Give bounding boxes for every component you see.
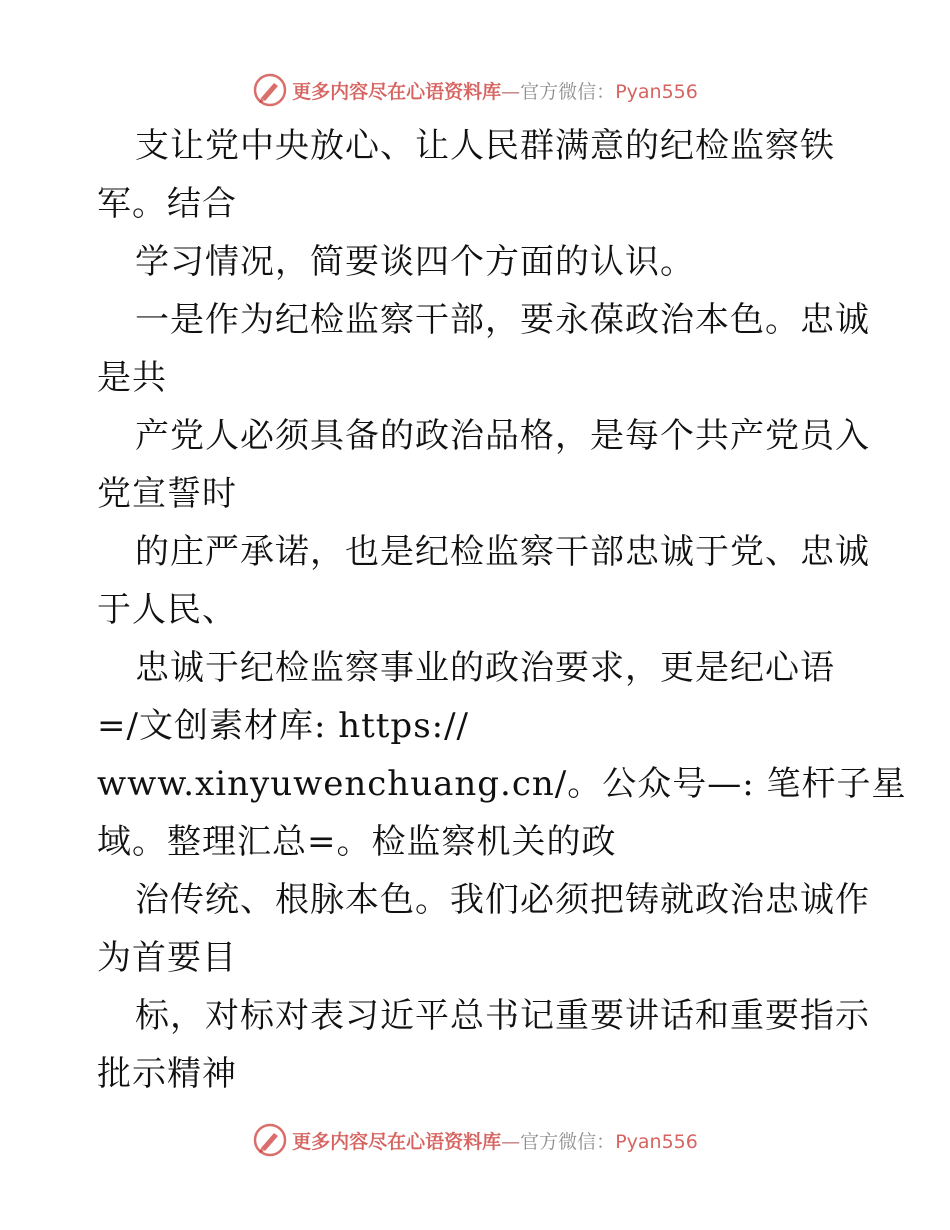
banner-wechat-label: 官方微信： bbox=[520, 80, 616, 103]
text-line: 于人民、 bbox=[97, 590, 237, 630]
text-line: 产党人必须具备的政治品格，是每个共产党员入 bbox=[135, 416, 870, 456]
banner-wechat-id: Pyan556 bbox=[615, 80, 698, 103]
banner-dash: — bbox=[501, 80, 521, 103]
banner-wechat-label: 官方微信： bbox=[520, 1130, 616, 1153]
text-line: 批示精神 bbox=[97, 1054, 237, 1094]
text-line: 支让党中央放心、让人民群满意的纪检监察铁 bbox=[135, 126, 835, 166]
banner-wechat-id: Pyan556 bbox=[615, 1130, 698, 1153]
text-line: =/文创素材库: https:// bbox=[97, 706, 470, 746]
pen-logo-icon bbox=[252, 1122, 288, 1158]
pen-logo-icon bbox=[252, 72, 288, 108]
text-line: 党宣誓时 bbox=[97, 474, 237, 514]
header-watermark-banner bbox=[0, 70, 950, 110]
text-line: 忠诚于纪检监察事业的政治要求，更是纪心语 bbox=[135, 648, 835, 688]
text-line: 为首要目 bbox=[97, 938, 237, 978]
text-line: 的庄严承诺，也是纪检监察干部忠诚于党、忠诚 bbox=[135, 532, 870, 572]
text-line: 一是作为纪检监察干部，要永葆政治本色。忠诚 bbox=[135, 300, 870, 340]
text-line: www.xinyuwenchuang.cn/。公众号—: 笔杆子星 bbox=[97, 764, 907, 804]
text-line: 军。结合 bbox=[97, 184, 237, 224]
text-line: 治传统、根脉本色。我们必须把铸就政治忠诚作 bbox=[135, 880, 870, 920]
text-line: 标，对标对表习近平总书记重要讲话和重要指示 bbox=[135, 996, 870, 1036]
banner-main-text: 更多内容尽在心语资料库 bbox=[292, 1130, 502, 1153]
footer-watermark-banner bbox=[0, 1120, 950, 1160]
text-line: 学习情况，简要谈四个方面的认识。 bbox=[135, 242, 695, 282]
text-line: 域。整理汇总=。检监察机关的政 bbox=[97, 822, 617, 862]
text-line: 是共 bbox=[97, 358, 167, 398]
banner-text bbox=[292, 1127, 698, 1154]
document-body bbox=[97, 117, 907, 1103]
banner-text bbox=[292, 77, 698, 104]
banner-dash: — bbox=[501, 1130, 521, 1153]
banner-main-text: 更多内容尽在心语资料库 bbox=[292, 80, 502, 103]
